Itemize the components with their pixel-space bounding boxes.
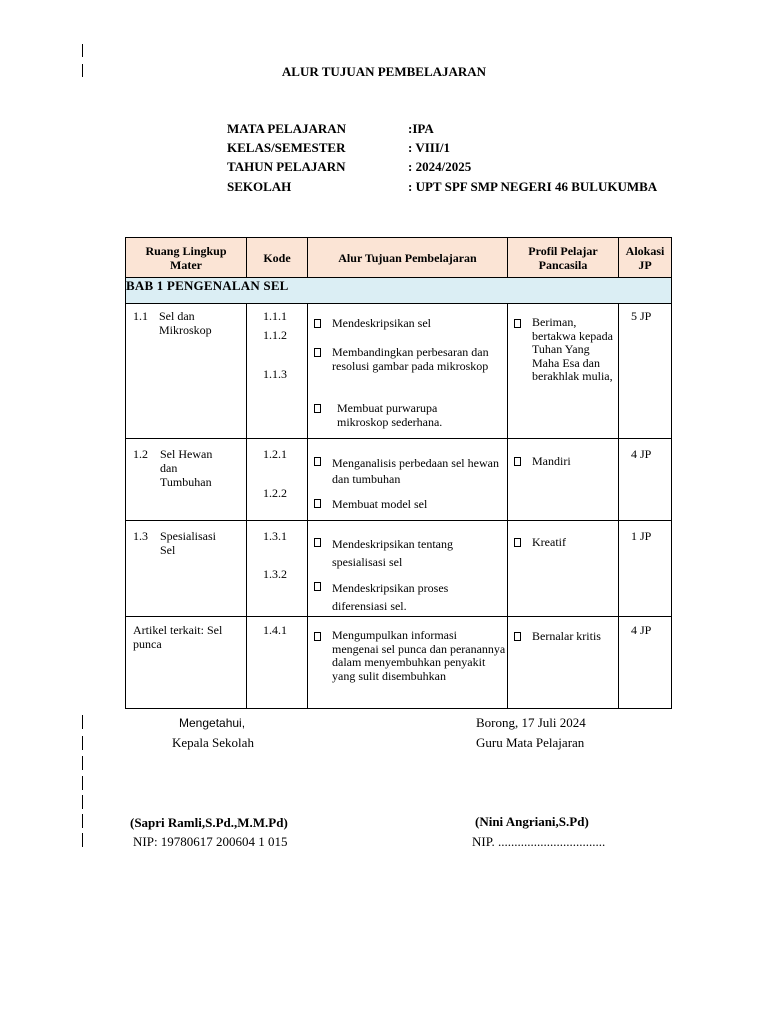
kode-value: 1.1.1 (263, 309, 287, 323)
profil-cell (508, 439, 619, 521)
header-profil: Profil Pelajar Pancasila (508, 238, 619, 278)
kode-value: 1.3.2 (263, 567, 287, 581)
alur-cell (308, 304, 508, 439)
bullet-icon (514, 538, 521, 547)
bullet-icon (514, 632, 521, 641)
approval-label: Mengetahui, (179, 716, 246, 730)
bullet-icon (314, 538, 321, 547)
jp-value: 4 JP (631, 623, 652, 637)
meta-value: : 2024/2025 (408, 159, 472, 174)
ruang-cell (126, 304, 247, 439)
principal-title: Kepala Sekolah (172, 735, 254, 750)
margin-mark (82, 814, 83, 828)
jp-cell (619, 439, 672, 521)
alur-item: Membuat purwarupa mikroskop sederhana. (337, 401, 443, 429)
alur-item: Mendeskripsikan tentang spesialisasi sel (332, 537, 453, 569)
alur-item: Mendeskripsikan sel (332, 316, 431, 330)
meta-row (227, 179, 687, 199)
margin-mark (82, 44, 83, 57)
alur-item: Mendeskripsikan proses diferensiasi sel. (332, 581, 449, 613)
profil-cell (508, 617, 619, 709)
profil-text: Mandiri (532, 454, 571, 468)
meta-row (227, 159, 687, 179)
bullet-icon (514, 319, 521, 328)
alur-item: Mengumpulkan informasi mengenai sel punca dan peranannya dalam menyembuhkan penyakit yang sulit disembuhkan (332, 628, 506, 683)
alur-item: Membuat model sel (332, 497, 428, 511)
kode-cell (247, 439, 308, 521)
kode-value: 1.1.2 (263, 328, 287, 342)
margin-mark (82, 833, 83, 847)
ruang-cell (126, 617, 247, 709)
meta-value: :IPA (408, 121, 434, 136)
header-kode: Kode (247, 238, 308, 278)
ruang-text: Spesialisasi Sel (160, 529, 216, 557)
place-date: Borong, 17 Juli 2024 (476, 715, 586, 730)
kode-value: 1.1.3 (263, 367, 287, 381)
bullet-icon (314, 457, 321, 466)
margin-mark (82, 795, 83, 809)
alur-cell (308, 439, 508, 521)
kode-cell (247, 304, 308, 439)
margin-mark (82, 756, 83, 770)
table-row (126, 439, 672, 521)
meta-label: TAHUN PELAJARN (227, 159, 346, 174)
profil-text: Kreatif (532, 535, 566, 549)
margin-mark (82, 736, 83, 750)
meta-value: : UPT SPF SMP NEGERI 46 BULUKUMBA (408, 179, 658, 194)
bullet-icon (314, 319, 321, 328)
kode-value: 1.3.1 (263, 529, 287, 543)
ruang-cell (126, 439, 247, 521)
row-number: 1.1 (133, 309, 148, 323)
kode-cell (247, 617, 308, 709)
kode-value: 1.2.1 (263, 447, 287, 461)
document-title: ALUR TUJUAN PEMBELAJARAN (281, 64, 487, 79)
meta-label: MATA PELAJARAN (227, 121, 347, 136)
teacher-title: Guru Mata Pelajaran (476, 735, 585, 750)
jp-value: 1 JP (631, 529, 652, 543)
profil-cell (508, 521, 619, 617)
header-ruang-lingkup: Ruang Lingkup Mater (126, 238, 247, 278)
ruang-text: Sel Hewan dan Tumbuhan (160, 447, 213, 489)
alur-item: Membandingkan perbesaran dan resolusi gambar pada mikroskop (332, 345, 489, 373)
jp-value: 5 JP (631, 309, 652, 323)
row-number: 1.2 (133, 447, 148, 461)
meta-label: KELAS/SEMESTER (227, 140, 346, 155)
jp-cell (619, 521, 672, 617)
profil-text: Bernalar kritis (532, 629, 601, 643)
meta-value: : VIII/1 (408, 140, 451, 155)
chapter-row (126, 278, 672, 304)
alur-cell (308, 617, 508, 709)
margin-mark (82, 776, 83, 790)
alur-item: Menganalisis perbedaan sel hewan dan tumbuhan (332, 456, 499, 486)
principal-name: (Sapri Ramli,S.Pd.,M.M.Pd) (130, 815, 288, 830)
principal-nip: NIP: 19780617 200604 1 015 (133, 834, 288, 849)
profil-text: Beriman, bertakwa kepada Tuhan Yang Maha Esa dan berakhlak mulia, (532, 315, 613, 383)
bullet-icon (514, 457, 521, 466)
ruang-text: Sel dan Mikroskop (159, 309, 212, 337)
jp-value: 4 JP (631, 447, 652, 461)
chapter-title: BAB 1 PENGENALAN SEL (126, 278, 672, 304)
meta-row (227, 140, 687, 160)
table-header-row (126, 238, 672, 278)
header-alur: Alur Tujuan Pembelajaran (308, 238, 508, 278)
ruang-cell (126, 521, 247, 617)
meta-row (227, 121, 687, 141)
table-row (126, 304, 672, 439)
header-alokasi: Alokasi JP (619, 238, 672, 278)
bullet-icon (314, 632, 321, 641)
bullet-icon (314, 404, 321, 413)
table-row (126, 617, 672, 709)
table-row (126, 521, 672, 617)
ruang-text: Artikel terkait: Sel punca (133, 623, 223, 651)
bullet-icon (314, 499, 321, 508)
bullet-icon (314, 348, 321, 357)
jp-cell (619, 617, 672, 709)
teacher-nip: NIP. ................................. (472, 834, 606, 849)
teacher-name: (Nini Angriani,S.Pd) (475, 814, 589, 829)
jp-cell (619, 304, 672, 439)
kode-cell (247, 521, 308, 617)
meta-label: SEKOLAH (227, 179, 292, 194)
kode-value: 1.4.1 (263, 623, 287, 637)
row-number: 1.3 (133, 529, 148, 543)
margin-mark (82, 715, 83, 729)
bullet-icon (314, 582, 321, 591)
profil-cell (508, 304, 619, 439)
alur-cell (308, 521, 508, 617)
kode-value: 1.2.2 (263, 486, 287, 500)
learning-objectives-table (125, 237, 672, 709)
